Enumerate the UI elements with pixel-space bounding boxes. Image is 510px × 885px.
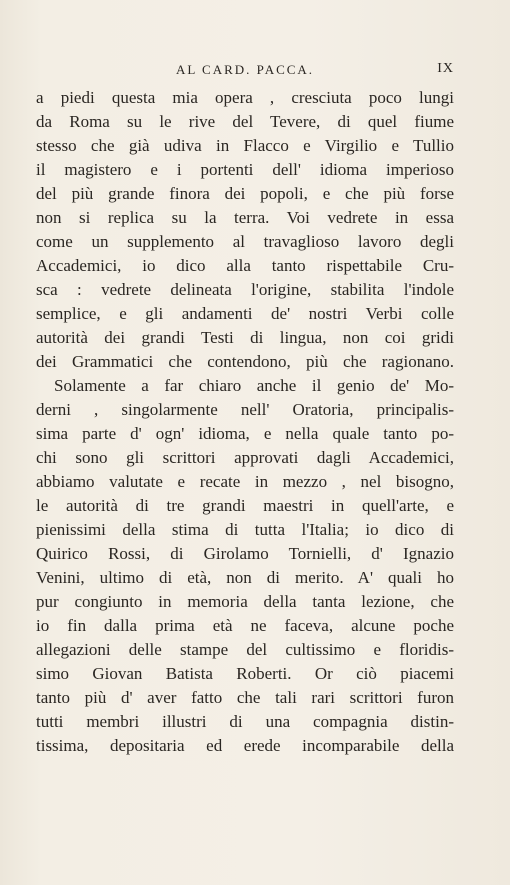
text-line: autorità dei grandi Testi di lingua, non coi gridi bbox=[36, 328, 454, 347]
text-line: Accademici, io dico alla tanto rispettabile Cru- bbox=[36, 256, 454, 275]
text-line: chi sono gli scrittori approvati dagli Accademici, bbox=[36, 448, 454, 467]
text-line: come un supplemento al travaglioso lavoro degli bbox=[36, 232, 454, 251]
text-line: tanto più d' aver fatto che tali rari scrittori furon bbox=[36, 688, 454, 707]
text-line: derni , singolarmente nell' Oratoria, principalis- bbox=[36, 400, 454, 419]
text-line: Quirico Rossi, di Girolamo Tornielli, d' Ignazio bbox=[36, 544, 454, 563]
text-line: tutti membri illustri di una compagnia distin- bbox=[36, 712, 454, 731]
running-title: AL CARD. PACCA. bbox=[175, 62, 315, 77]
text-line: il magistero e i portenti dell' idioma imperioso bbox=[36, 160, 454, 179]
text-line: a piedi questa mia opera , cresciuta poco lungi bbox=[36, 88, 454, 107]
text-line: tissima, depositaria ed erede incomparabile della bbox=[36, 736, 454, 755]
page-number: IX bbox=[437, 61, 454, 76]
text-line: semplice, e gli andamenti de' nostri Verbi colle bbox=[36, 304, 454, 323]
body-text bbox=[36, 86, 454, 758]
text-line: allegazioni delle stampe del cultissimo e floridis- bbox=[36, 640, 454, 659]
text-line: pienissimi della stima di tutta l'Italia; io dico di bbox=[36, 520, 454, 539]
text-line: pur congiunto in memoria della tanta lezione, che bbox=[36, 592, 454, 611]
text-line: da Roma su le rive del Tevere, di quel fiume bbox=[36, 112, 454, 131]
text-line: abbiamo valutate e recate in mezzo , nel bisogno, bbox=[36, 472, 454, 491]
text-line: del più grande finora dei popoli, e che più forse bbox=[36, 184, 454, 203]
text-line: simo Giovan Batista Roberti. Or ciò piacemi bbox=[36, 664, 454, 683]
text-line: le autorità di tre grandi maestri in quell'arte, e bbox=[36, 496, 454, 515]
text-line: Solamente a far chiaro anche il genio de' Mo- bbox=[54, 376, 454, 395]
running-head bbox=[36, 62, 454, 84]
text-line: sca : vedrete delineata l'origine, stabilita l'indole bbox=[36, 280, 454, 299]
text-line: Venini, ultimo di età, non di merito. A' quali ho bbox=[36, 568, 454, 587]
text-line: dei Grammatici che contendono, più che ragionano. bbox=[36, 352, 454, 371]
text-line: stesso che già udiva in Flacco e Virgilio e Tullio bbox=[36, 136, 454, 155]
text-line: non si replica su la terra. Voi vedrete in essa bbox=[36, 208, 454, 227]
text-line: io fin dalla prima età ne faceva, alcune poche bbox=[36, 616, 454, 635]
text-line: sima parte d' ogn' idioma, e nella quale tanto po- bbox=[36, 424, 454, 443]
